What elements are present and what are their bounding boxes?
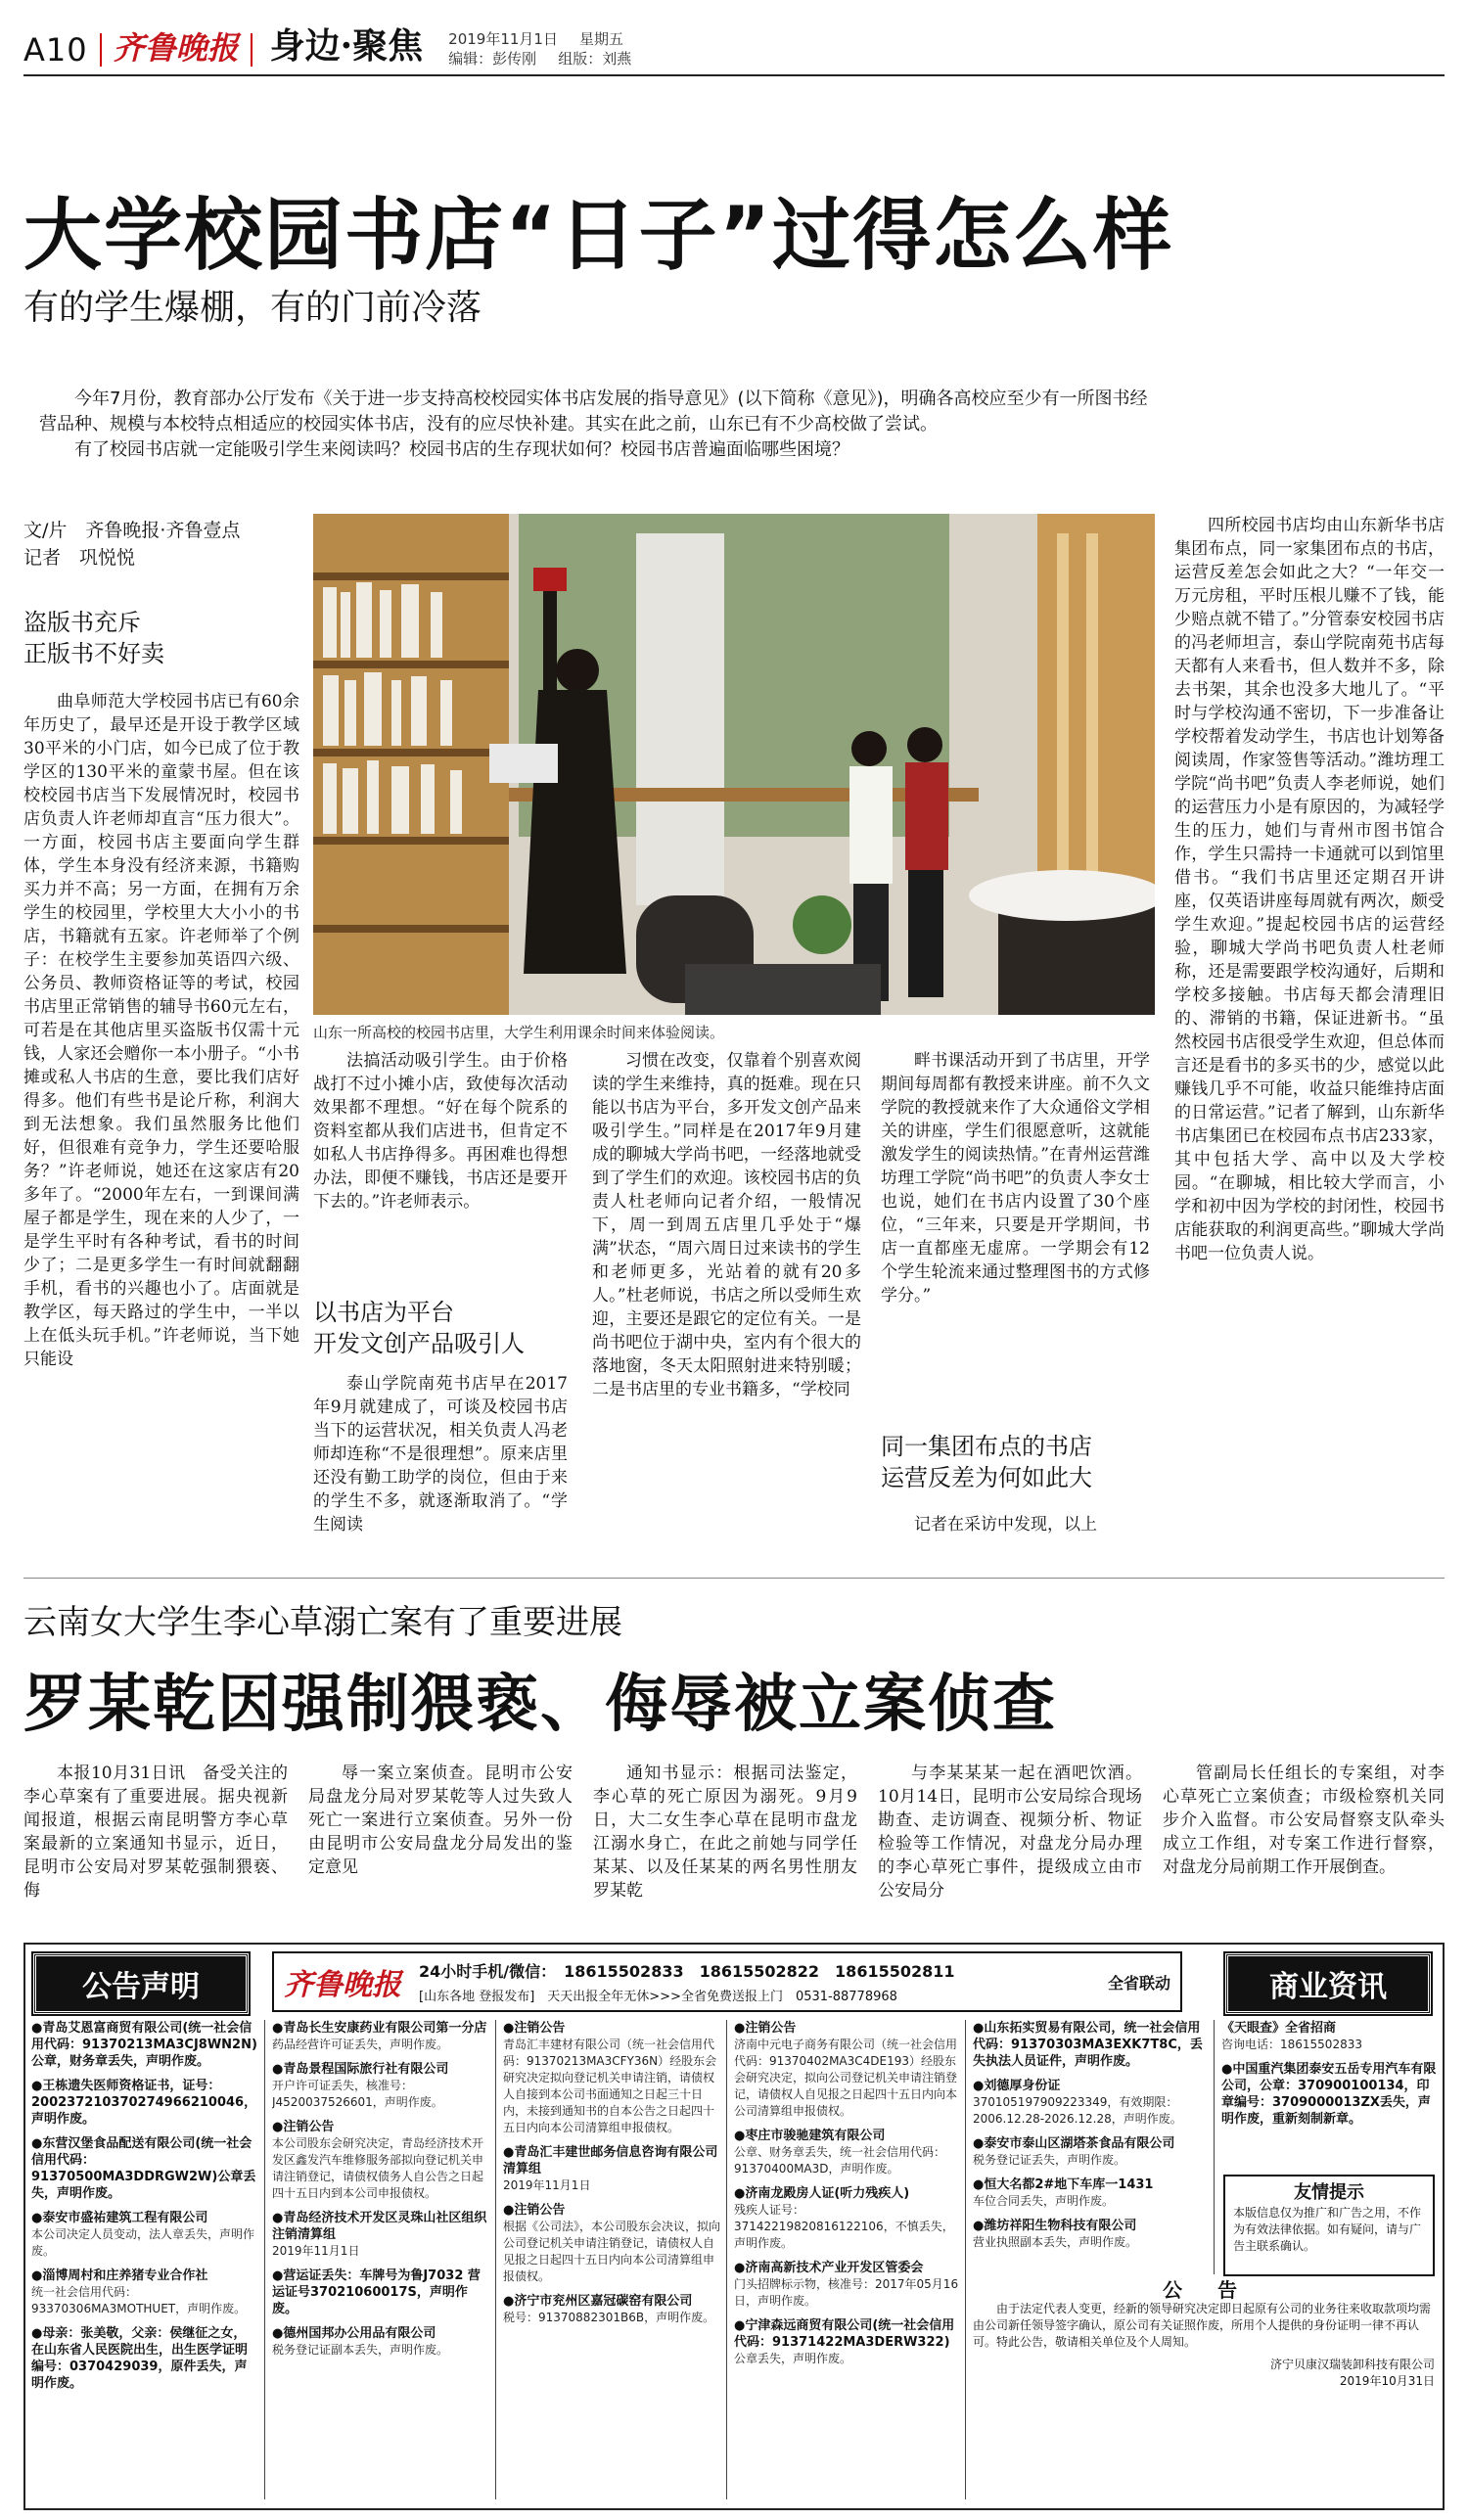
classified-item — [973, 2135, 1208, 2169]
friendly-tip-body: 本版信息仅为推广和广告之用，不作为有效法律依据。如有疑问，请与广告主联系确认。 — [1233, 2206, 1422, 2253]
classified-item-title: ●济南高新技术产业开发区管委会 — [734, 2261, 924, 2275]
classified-item — [503, 2144, 720, 2194]
subhead-line: 同一集团布点的书店 — [881, 1433, 1092, 1460]
classified-item — [734, 2260, 959, 2310]
classified-item-title: ●注销公告 — [734, 2021, 797, 2036]
classified-item-title: ●枣庄市骏驰建筑有限公司 — [734, 2129, 886, 2143]
article-column: 辱一案立案侦查。昆明市公安局盘龙分局对罗某乾等人过失致人死亡一案进行立案侦查。另外一份由昆明市公安局盘龙分局发出的鉴定意见 — [308, 1764, 573, 1877]
public-notice-body: 由于法定代表人变更，经新的领导研究决定即日起原有公司的业务往来收取款项均需由公司新任领导签字确认，原公司有关证照作废，所用个人提供的身份证明一律不再认可。特此公告，敬请相关单位及个人周知。 — [973, 2302, 1432, 2349]
classified-item — [973, 2218, 1208, 2251]
public-notice — [973, 2278, 1435, 2502]
issue-weekday: 星期五 — [578, 30, 623, 48]
classified-item — [31, 2020, 258, 2070]
subhead-line: 以书店为平台 — [313, 1299, 454, 1326]
article-column: 法搞活动吸引学生。由于价格战打不过小摊小店，致使每次活动效果都不理想。“好在每个院系的资料室都从我们店进书，但肯定不如私人书店挣得多。再困难也得想办法，即便不赚钱，书店还是要开下去的。”许老师表示。 — [313, 1051, 568, 1212]
article-divider — [23, 1578, 1445, 1579]
classified-item-body: 370105197909223349，有效期限：2006.12.28-2026.12.28，声明作废。 — [973, 2095, 1182, 2126]
classified-item — [973, 2078, 1208, 2128]
notices-badge: 公告声明 — [33, 1953, 249, 2014]
classified-item-title: ●青岛经济技术开发区灵珠山社区组织注销清算组 — [272, 2211, 487, 2242]
classified-item — [272, 2119, 489, 2202]
classified-item-body: 咨询电话：18615502833 — [1221, 2038, 1362, 2051]
classified-item — [503, 2293, 720, 2326]
bookstore-photo — [313, 514, 1155, 1015]
classified-item-body: 营业执照副本丢失，声明作废。 — [973, 2235, 1138, 2249]
classified-item-title: ●青岛艾恩富商贸有限公司(统一社会信用代码：91370213MA3CJ8WN2N)公章，财务章丢失，声明作废。 — [31, 2021, 257, 2069]
intro-paragraph: 有了校园书店就一定能吸引学生来阅读吗？校园书店的生存现状如何？校园书店普遍面临哪些困境？ — [74, 439, 849, 460]
classified-item-body: 本公司决定人员变动，法人章丢失，声明作废。 — [31, 2227, 255, 2258]
classified-item-title: ●注销公告 — [272, 2120, 335, 2134]
classified-item-body: 车位合同丢失，声明作废。 — [973, 2194, 1115, 2208]
hotline-numbers: 18615502833 18615502822 18615502811 — [564, 1962, 955, 1981]
classified-item-body: 统一社会信用代码：93370306MA3MOTHUET，声明作废。 — [31, 2285, 247, 2315]
classified-item-body: 本公司股东会研究决定，青岛经济技术开发区鑫发汽车维修服务部拟向登记机关申请注销登记，请债权债务人自公告之日起四十五日内到本公司申报债权。 — [272, 2136, 484, 2200]
subhead-contrast — [881, 1431, 1092, 1493]
public-notice-signer: 济宁贝康汉瑞装卸科技有限公司 — [1269, 2358, 1435, 2371]
classified-item-title: ●宁津森远商贸有限公司(统一社会信用代码：91371422MA3DERW322) — [734, 2318, 955, 2350]
subhead-piracy — [23, 607, 164, 669]
byline-reporter: 记者 巩悦悦 — [23, 547, 136, 569]
classified-item-title: ●东营汉堡食品配送有限公司(统一社会信用代码：91370500MA3DDRGW2W)公章丢失，声明作废。 — [31, 2136, 256, 2201]
classified-item — [31, 2210, 258, 2260]
masthead-divider — [251, 33, 252, 67]
article-column: 管副局长任组长的专案组，对李心草死亡立案侦查；市级检察机关同步介入监督。市公安局督察支队牵头成立工作组，对专案工作进行督察，对盘龙分局前期工作开展倒查。 — [1163, 1764, 1445, 1877]
lead-subheadline: 有的学生爆棚，有的门前冷落 — [23, 288, 482, 328]
classified-item-title: ●济南龙殿房人证(听力残疾人) — [734, 2186, 910, 2201]
classified-item — [734, 2020, 959, 2120]
hotline-contact — [419, 1959, 955, 2004]
article-column: 与李某某某一起在酒吧饮酒。10月14日，昆明市公安局综合现场勘查、走访调查、视频分析、物证检验等工作情况，对盘龙分局办理的李心草死亡事件，提级成立由市公安局分 — [878, 1764, 1142, 1901]
classified-column — [1221, 2020, 1437, 2167]
subhead-line: 开发文创产品吸引人 — [313, 1330, 525, 1357]
column-rule — [264, 2020, 265, 2499]
issue-date: 2019年11月1日 — [448, 30, 558, 48]
classified-item-title: ●中国重汽集团泰安五岳专用汽车有限公司，公章：370900100134，印章编号：3709000013ZX丢失，声明作废，重新刻制新章。 — [1221, 2062, 1437, 2127]
classified-item-body: 根据《公司法》，本公司股东会决议，拟向公司登记机关申请注销登记，请债权人自见报之日起四十五日内向本公司清算组申报债权。 — [503, 2220, 720, 2283]
classified-item-title: ●王栋遗失医师资格证书，证号：200237210370274966210046，声明作废。 — [31, 2079, 257, 2127]
classified-item-body: 税号：91370882301B6B，声明作废。 — [503, 2311, 715, 2324]
classified-item-body: 2019年11月1日 — [503, 2178, 591, 2192]
column-rule — [495, 2020, 496, 2499]
classified-item-body: 2019年11月1日 — [272, 2244, 360, 2258]
article-column: 通知书显示：根据司法鉴定，李心草的死亡原因为溺死。9月9日，大二女生李心草在昆明市盘龙江溺水身亡，在此之前她与同学任某某、以及任某某的两名男性朋友罗某乾 — [593, 1764, 857, 1901]
classified-item-body: 开户许可证丢失，核准号：J4520037526601，声明作废。 — [272, 2079, 443, 2109]
classified-item-body: 公章丢失，声明作废。 — [734, 2352, 852, 2365]
section-title: 身边·聚焦 — [269, 25, 424, 67]
classified-item-body: 税务登记证丢失，声明作废。 — [973, 2153, 1126, 2167]
editor-credit: 编辑：彭传刚 — [448, 50, 537, 68]
classified-item — [31, 2135, 258, 2202]
classified-item-title: ●潍坊祥阳生物科技有限公司 — [973, 2219, 1137, 2233]
second-headline: 罗某乾因强制猥亵、侮辱被立案侦查 — [23, 1669, 1057, 1741]
article-column: 本报10月31日讯 备受关注的李心草案有了重要进展。据央视新闻报道，根据云南昆明警方李心草案最新的立案通知书显示，近日，昆明市公安局对罗某乾强制猥亵、侮 — [23, 1764, 288, 1901]
classified-item-title: ●德州国邦办公用品有限公司 — [272, 2326, 436, 2341]
public-notice-date: 2019年10月31日 — [1339, 2374, 1435, 2388]
article-column: 泰山学院南苑书店早在2017年9月就建成了，可谈及校园书店当下的运营状况，相关负责人冯老师却连称“不是很理想”。原来店里还没有勤工助学的岗位，但由于来的学生不多，就逐渐取消了。“学生阅读 — [313, 1374, 568, 1535]
classified-item-title: ●淄博周村和庄养猪专业合作社 — [31, 2268, 208, 2283]
article-column: 畔书课活动开到了书店里，开学期间每周都有教授来讲座。前不久文学院的教授就来作了大众通俗文学相关的讲座，学生们很愿意听，这就能激发学生的阅读热情。”在青州运营潍坊理工学院“尚书吧”的负责人李女士也说，她们在书店内设置了30个座位，“三年来，只要是开学期间，书店一直都座无虚席。一学期会有12个学生轮流来通过整理图书的方式修学分。” — [881, 1051, 1150, 1306]
classified-item-body: 济南中元电子商务有限公司（统一社会信用代码：91370402MA3C4DE193）经股东会研究决定，拟向公司登记机关申请注销登记，请债权人自见报之日起四十五日内向本公司清算组申报债权。 — [734, 2038, 958, 2118]
hotline-province: 全省联动 — [1107, 1973, 1170, 1993]
hotline-banner — [272, 1951, 1182, 2012]
classified-item-body: 门头招牌标示物，核准号：2017年05月16日，声明作废。 — [734, 2277, 959, 2308]
classified-item-title: ●恒大名都2#地下车库一1431 — [973, 2177, 1154, 2192]
hotline-tagline: [山东各地 登报发布] 天天出报全年无休>>>全省免费送报上门 0531-88778968 — [419, 1990, 897, 2004]
classified-item — [31, 2078, 258, 2128]
classified-item-body: 青岛汇丰建材有限公司（统一社会信用代码：91370213MA3CFY36N）经股东会研究决定拟向登记机关申请注销，请债权人自接到本公司书面通知之日起三十日内，未接到通知书的自本公告之日起四十五日内向本公司清算组申报债权。 — [503, 2038, 717, 2134]
byline — [23, 517, 240, 572]
classified-item — [734, 2185, 959, 2252]
classified-item-title: ●青岛长生安康药业有限公司第一分店 — [272, 2021, 487, 2036]
classified-item — [1221, 2061, 1437, 2128]
classified-item-body: 公章、财务章丢失，统一社会信用代码：91370400MA3D，声明作废。 — [734, 2145, 946, 2176]
classified-item — [272, 2210, 489, 2260]
hotline-label: 24小时手机/微信： — [419, 1962, 557, 1981]
classified-item-title: ●营运证丢失：车牌号为鲁J7032 营运证号37021060017S，声明作废。 — [272, 2268, 481, 2316]
classified-item — [272, 2020, 489, 2053]
classified-item — [973, 2020, 1208, 2070]
classified-item-title: ●泰安市泰山区湖塔茶食品有限公司 — [973, 2136, 1175, 2151]
column-rule — [1214, 2020, 1215, 2274]
subhead-line: 盗版书充斥 — [23, 609, 141, 636]
lead-intro — [39, 387, 1155, 463]
classified-item — [1221, 2020, 1437, 2053]
subhead-line: 运营反差为何如此大 — [881, 1464, 1092, 1491]
friendly-tip-title: 友情提示 — [1294, 2182, 1364, 2203]
classified-item-title: ●注销公告 — [503, 2203, 566, 2218]
masthead — [23, 25, 1445, 76]
classified-item-title: ●注销公告 — [503, 2021, 566, 2036]
classified-item-body: 残疾人证号：37142219820816122106，不慎丢失，声明作废。 — [734, 2203, 954, 2250]
bookstore-photo-illustration — [313, 514, 1155, 1015]
public-notice-title: 公 告 — [1163, 2278, 1245, 2302]
classified-item — [31, 2268, 258, 2317]
classified-item-body: 税务登记证副本丢失，声明作废。 — [272, 2343, 449, 2357]
classified-item — [503, 2202, 720, 2285]
classified-column — [31, 2020, 258, 2499]
classified-item — [734, 2128, 959, 2177]
column-rule — [726, 2020, 727, 2499]
classified-column — [272, 2020, 489, 2499]
classified-item-title: ●济宁市兖州区嘉冠碳窑有限公司 — [503, 2294, 693, 2309]
subhead-cultural — [313, 1297, 525, 1359]
column-rule — [965, 2020, 966, 2499]
paper-logo: 齐鲁晚报 — [113, 29, 239, 67]
classified-item-title: ●青岛景程国际旅行社有限公司 — [272, 2062, 449, 2077]
article-column: 四所校园书店均由山东新华书店集团布点，同一家集团布点的书店，运营反差怎会如此之大？“一年交一万元房租，平时压根儿赚不了钱，能少赔点就不错了。”分管泰安校园书店的冯老师坦言，泰山学院南苑书店每天都有人来看书，但人数并不多，除去书架，其余也没多大地儿了。“平时与学校沟通不密切，下一步准备让学校帮着发动学生，书店也计划筹备阅读周，作家签售等活动。”潍坊理工学院“尚书吧”负责人李老师说，她们的运营压力小是有原因的，为减轻学生的压力，她们与青州市图书馆合作，学生只需持一卡通就可以到馆里借书。“我们书店里还定期召开讲座，仅英语讲座每周就有两次，颇受学生欢迎。”提起校园书店的运营经验，聊城大学尚书吧负责人杜老师称，还是需要跟学校沟通好，后期和学校多接触。书店每天都会清理旧的、滞销的书籍，保证进新书。“虽然校园书店很受学生欢迎，但总体而言还是看书的多买书的少，感觉以此赚钱几乎不可能，收益只能维持店面的日常运营。”记者了解到，山东新华书店集团已在校园布点书店233家，其中包括大学、高中以及大学校园。“在聊城，相比较大学而言，小学和初中因为学校的封闭性，校园书店能获取的利润更高些。”聊城大学尚书吧一位负责人说。 — [1174, 516, 1445, 1263]
classified-item-title: ●刘德厚身份证 — [973, 2079, 1061, 2093]
classified-item-title: ●泰安市盛祐建筑工程有限公司 — [31, 2211, 208, 2225]
friendly-tip-box — [1223, 2175, 1435, 2276]
masthead-info — [448, 29, 653, 69]
classified-column — [503, 2020, 720, 2499]
classified-item — [272, 2268, 489, 2317]
classified-item-title: ●母亲：张美敬，父亲：侯继征之女，在山东省人民医院出生，出生医学证明编号：0370429039，原件丢失，声明作废。 — [31, 2326, 249, 2391]
classified-item-title: ●山东拓实贸易有限公司，统一社会信用代码：91370303MA3EXK7T8C，丢失执法人员证件，声明作废。 — [973, 2021, 1203, 2069]
classified-item — [31, 2325, 258, 2392]
classified-item-body: 药品经营许可证丢失，声明作废。 — [272, 2038, 449, 2051]
second-kicker: 云南女大学生李心草溺亡案有了重要进展 — [23, 1603, 622, 1642]
classified-item — [734, 2317, 959, 2367]
page-number: A10 — [23, 31, 88, 69]
classified-item-title: ●青岛汇丰建世邮务信息咨询有限公司清算组 — [503, 2145, 718, 2176]
classified-item-title: 《天眼查》全省招商 — [1221, 2021, 1337, 2036]
intro-paragraph: 今年7月份，教育部办公厅发布《关于进一步支持高校校园实体书店发展的指导意见》(以下简称《意见》)，明确各高校应至少有一所图书经营品种、规模与本校特点相适应的校园实体书店，没有的应尽快补建。其实在此之前，山东已有不少高校做了尝试。 — [39, 389, 1148, 435]
layout-credit: 组版：刘燕 — [558, 50, 632, 68]
article-column: 记者在采访中发现，以上 — [914, 1515, 1097, 1535]
classified-item — [272, 2061, 489, 2111]
article-column: 习惯在改变，仅靠着个别喜欢阅读的学生来维持，真的挺难。现在只能以书店为平台，多开发文创产品来吸引学生。”同样是在2017年9月建成的聊城大学尚书吧，一经落地就受到了学生们的欢迎。该校园书店的负责人杜老师向记者介绍，一般情况下，周一到周五店里几乎处于“爆满”状态，“周六周日过来读书的学生和老师更多，光站着的就有20多人。”杜老师说，书店之所以受师生欢迎，主要还是跟它的定位有关。一是尚书吧位于湖中央，室内有个很大的落地窗，冬天太阳照射进来特别暖；二是书店里的专业书籍多，“学校同 — [592, 1051, 861, 1399]
byline-credit: 文/片 齐鲁晚报·齐鲁壹点 — [23, 520, 241, 541]
hotline-paper-logo: 齐鲁晚报 — [284, 1968, 401, 2002]
classified-item — [973, 2176, 1208, 2210]
classified-column — [734, 2020, 959, 2499]
lead-headline: 大学校园书店“日子”过得怎么样 — [23, 190, 1174, 281]
business-badge: 商业资讯 — [1225, 1953, 1431, 2014]
classified-column — [973, 2020, 1208, 2272]
subhead-line: 正版书不好卖 — [23, 640, 164, 667]
article-column: 曲阜师范大学校园书店已有60余年历史了，最早还是开设于教学区域30平米的小门店，如今已成了位于教学区的130平米的童蒙书屋。但在该校校园书店当下发展情况时，校园书店负责人许老师却直言“压力很大”。一方面，校园书店主要面向学生群体，学生本身没有经济来源，书籍购买力并不高；另一方面，在拥有万余学生的校园里，学校里大大小小的书店，书籍就有五家。许老师举了个例子：在校学生主要参加英语四六级、公务员、教师资格证等的考试，校园书店里正常销售的辅导书60元左右，可若是在其他店里买盗版书仅需十元钱，人家还会赠你一本小册子。“小书摊或私人书店的生意，要比我们店好得多。他们有些书是论斤称，利润大到无法想象。我们虽然服务比他们好，但很难有竞争力，学生还要哈服务？”许老师说，她还在这家店有20多年了。“2000年左右，一到课间满屋子都是学生，现在来的人少了，一是学生平时有各种考试，看书的时间少了；二是更多学生一有时间就翻翻手机，看书的兴趣也小了。店面就是教学区，每天路过的学生中，一半以上在低头玩手机。”许老师说，当下她只能设 — [23, 692, 299, 1369]
classified-item — [272, 2325, 489, 2359]
masthead-divider — [100, 33, 102, 67]
classified-item — [503, 2020, 720, 2136]
photo-caption: 山东一所高校的校园书店里，大学生利用课余时间来体验阅读。 — [313, 1024, 725, 1041]
